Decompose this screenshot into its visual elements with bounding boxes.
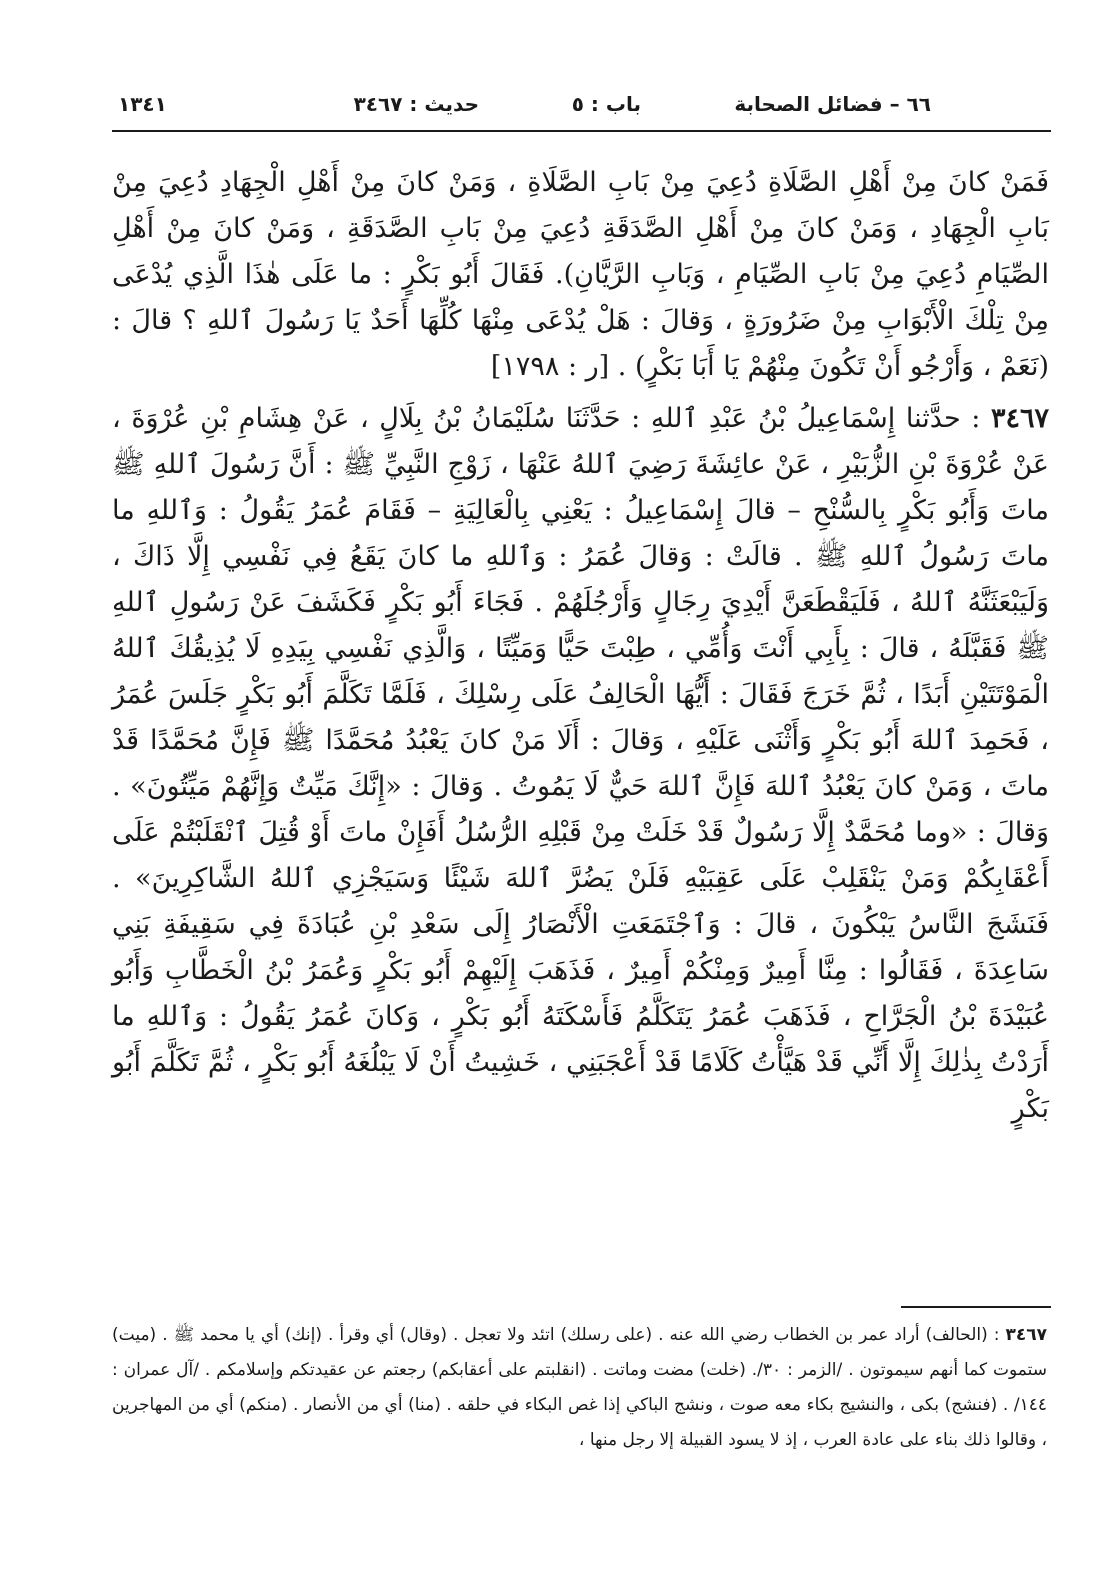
header-divider (112, 130, 1051, 132)
page-number: ١٣٤١ (118, 92, 167, 116)
chapter-title: ٦٦ – فضائل الصحابة (734, 92, 931, 116)
footnote-text: : (الحالف) أراد عمر بن الخطاب رضي الله عنه . (على رسلك) اتئد ولا تعجل . (وقال) أي وقرأ . (إنك) أي يا محمد ﷺ . (ميت) ستموت كما أنهم سيموتون . /الزمر : ٣٠/. (خلت) مضت وماتت . (انقلبتم على أعقابكم) رجعتم عن عقيدتكم وإسلامكم . /آل عمران : ١٤٤/ . (فنشج) بكى ، والنشيج بكاء معه صوت ، ونشج الباكي إذا غص البكاء في حلقه . (منا) أي من الأنصار . (منكم) أي من المهاجرين ، وقالوا ذلك بناء على عادة العرب ، إذ لا يسود القبيلة إلا رجل منها ، (112, 1325, 1047, 1450)
main-text (112, 160, 1049, 1132)
bab-label: باب : ٥ (571, 92, 641, 116)
hadith-text: : حدَّثنا إِسْمَاعِيلُ بْنُ عَبْدِ ٱللهِ : حَدَّثَنَا سُلَيْمَانُ بْنُ بِلَالٍ ، عَنْ هِشَامِ بْنِ عُرْوَةَ ، عَنْ عُرْوَةَ بْنِ الزُّبَيْرِ ، عَنْ عائِشَةَ رَضِيَ ٱللهُ عَنْهَا ، زَوْجِ النَّبِيِّ ﷺ : أَنَّ رَسُولَ ٱللهِ ﷺ ماتَ وَأَبُو بَكْرٍ بِالسُّنْحِ – قالَ إِسْمَاعِيلُ : يَعْنِي بِالْعَالِيَةِ – فَقَامَ عُمَرُ يَقُولُ : وَٱللهِ ما ماتَ رَسُولُ ٱللهِ ﷺ . قالَتْ : وَقالَ عُمَرُ : وَٱللهِ ما كانَ يَقَعُ فِي نَفْسِي إِلَّا ذَاكَ ، وَلَيَبْعَثَنَّهُ ٱللهُ ، فَلَيَقْطَعَنَّ أَيْدِيَ رِجَالٍ وَأَرْجُلَهُمْ . فَجَاءَ أَبُو بَكْرٍ فَكَشَفَ عَنْ رَسُولِ ٱللهِ ﷺ فَقَبَّلَهُ ، قالَ : بِأَبِي أَنْتَ وَأُمِّي ، طِبْتَ حَيًّا وَمَيِّتًا ، وَالَّذِي نَفْسِي بِيَدِهِ لَا يُذِيقُكَ ٱللهُ الْمَوْتَتَيْنِ أَبَدًا ، ثُمَّ خَرَجَ فَقَالَ : أَيُّهَا الْحَالِفُ عَلَى رِسْلِكَ ، فَلَمَّا تَكَلَّمَ أَبُو بَكْرٍ جَلَسَ عُمَرُ ، فَحَمِدَ ٱللهَ أَبُو بَكْرٍ وَأَثْنَى عَلَيْهِ ، وَقالَ : أَلَا مَنْ كانَ يَعْبُدُ مُحَمَّدًا ﷺ فَإِنَّ مُحَمَّدًا قَدْ ماتَ ، وَمَنْ كانَ يَعْبُدُ ٱللهَ فَإِنَّ ٱللهَ حَيٌّ لَا يَمُوتُ . وَقالَ : «إِنَّكَ مَيِّتٌ وَإِنَّهُمْ مَيِّتُونَ» . وَقالَ : «وما مُحَمَّدٌ إِلَّا رَسُولٌ قَدْ خَلَتْ مِنْ قَبْلِهِ الرُّسُلُ أَفَإِنْ ماتَ أَوْ قُتِلَ ٱنْقَلَبْتُمْ عَلَى أَعْقَابِكُمْ وَمَنْ يَنْقَلِبْ عَلَى عَقِبَيْهِ فَلَنْ يَضُرَّ ٱللهَ شَيْئًا وَسَيَجْزِي ٱللهُ الشَّاكِرِينَ» . فَنَشَجَ النَّاسُ يَبْكُونَ ، قالَ : وَٱجْتَمَعَتِ الْأَنْصَارُ إِلَى سَعْدِ بْنِ عُبَادَةَ فِي سَقِيفَةِ بَنِي سَاعِدَةَ ، فَقَالُوا : مِنَّا أَمِيرٌ وَمِنْكُمْ أَمِيرٌ ، فَذَهَبَ إِلَيْهِمْ أَبُو بَكْرٍ وَعُمَرُ بْنُ الْخَطَّابِ وَأَبُو عُبَيْدَةَ بْنُ الْجَرَّاحِ ، فَذَهَبَ عُمَرُ يَتَكَلَّمُ فَأَسْكَتَهُ أَبُو بَكْرٍ ، وَكانَ عُمَرُ يَقُولُ : وَٱللهِ ما أَرَدْتُ بِذٰلِكَ إِلَّا أَنِّي قَدْ هَيَّأْتُ كَلَامًا قَدْ أَعْجَبَنِي ، خَشِيتُ أَنْ لَا يَبْلُغَهُ أَبُو بَكْرٍ ، ثُمَّ تَكَلَّمَ أَبُو بَكْرٍ (112, 403, 1049, 1124)
running-header (118, 84, 931, 124)
hadith-number: ٣٤٦٧ (990, 403, 1049, 434)
footnotes (112, 1318, 1047, 1458)
footnote-number: ٣٤٦٧ (1005, 1325, 1047, 1345)
hadith-paragraph (112, 396, 1049, 1132)
footnote-divider (901, 1306, 1051, 1308)
continuation-paragraph: فَمَنْ كانَ مِنْ أَهْلِ الصَّلَاةِ دُعِيَ مِنْ بَابِ الصَّلَاةِ ، وَمَنْ كانَ مِنْ أَهْلِ الْجِهَادِ دُعِيَ مِنْ بَابِ الْجِهَادِ ، وَمَنْ كانَ مِنْ أَهْلِ الصَّدَقَةِ دُعِيَ مِنْ بَابِ الصَّدَقَةِ ، وَمَنْ كانَ مِنْ أَهْلِ الصِّيَامِ دُعِيَ مِنْ بَابِ الصِّيَامِ ، وَبَابِ الرَّيَّانِ). فَقَالَ أَبُو بَكْرٍ : ما عَلَى هٰذَا الَّذِي يُدْعَى مِنْ تِلْكَ الْأَبْوَابِ مِنْ ضَرُورَةٍ ، وَقالَ : هَلْ يُدْعَى مِنْهَا كُلِّهَا أَحَدٌ يَا رَسُولَ ٱللهِ ؟ قالَ : (نَعَمْ ، وَأَرْجُو أَنْ تَكُونَ مِنْهُمْ يَا أَبَا بَكْرٍ) . [ر : ١٧٩٨] (112, 167, 1049, 382)
hadith-label: حديث : ٣٤٦٧ (353, 92, 479, 116)
footnote-paragraph (112, 1318, 1047, 1458)
